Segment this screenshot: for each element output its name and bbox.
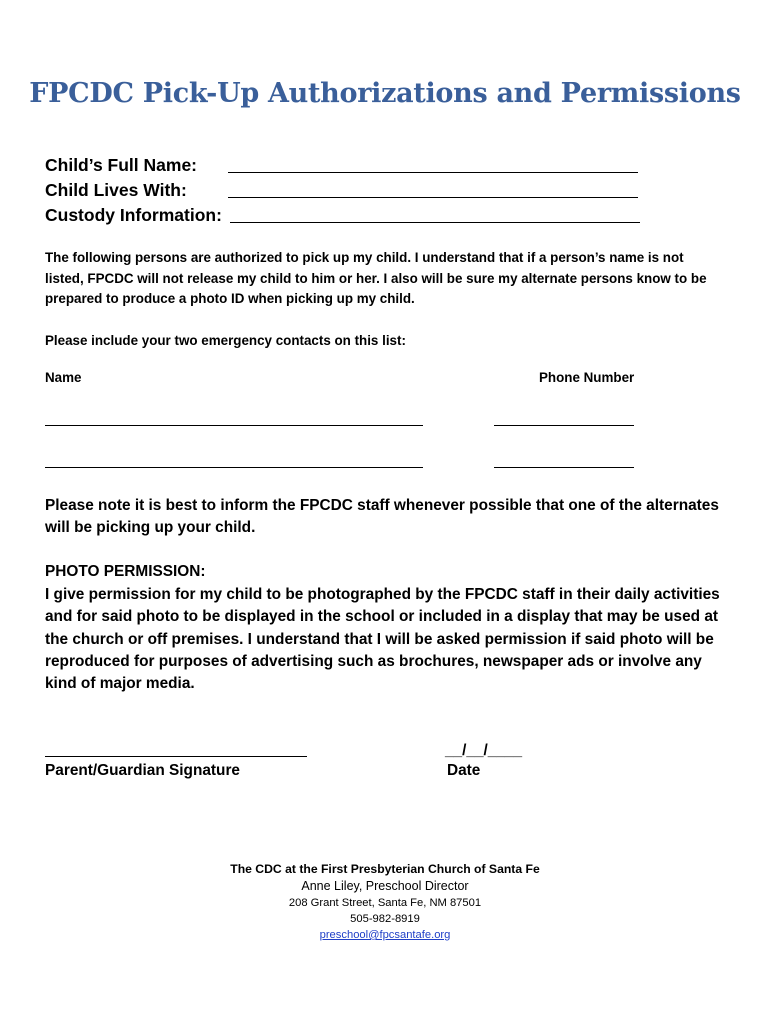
contact-1-name-line[interactable] (45, 425, 423, 426)
note-paragraph: Please note it is best to inform the FPCDC staff whenever possible that one of the alternates will be picking up your child. (45, 497, 719, 537)
footer-email-link[interactable]: preschool@fpcsantafe.org (319, 929, 451, 941)
lives-with-field[interactable] (45, 180, 187, 201)
custody-label: Custody Information: (45, 205, 222, 225)
signature-label: Parent/Guardian Signature (45, 762, 240, 779)
custody-field[interactable] (45, 205, 222, 226)
footer-phone: 505-982-8919 (350, 913, 420, 925)
custody-line[interactable] (230, 222, 640, 223)
contact-2-name-line[interactable] (45, 467, 423, 468)
footer-director: Anne Liley, Preschool Director (301, 879, 469, 893)
name-column-header: Name (45, 370, 82, 385)
page-title: FPCDC Pick-Up Authorizations and Permissions (29, 78, 741, 109)
signature-line[interactable] (45, 756, 307, 757)
authorization-paragraph: The following persons are authorized to pick up my child. I understand that if a person’s name is not listed, FPCDC will not release my child to him or her. I also will be sure my alternate persons know to be prepared to produce a photo ID when picking up my child. (45, 250, 707, 306)
photo-permission-paragraph: I give permission for my child to be photographed by the FPCDC staff in their daily activities and for said photo to be displayed in the school or included in a display that may be used at the church or off premises. I understand that I will be asked permission if said photo will be reproduced for purposes of advertising such as brochures, newspaper ads or involve any kind of major media. (45, 586, 720, 693)
phone-column-header: Phone Number (539, 370, 635, 385)
footer-org: The CDC at the First Presbyterian Church of Santa Fe (230, 862, 540, 876)
date-label: Date (447, 762, 481, 779)
contact-1-phone-line[interactable] (494, 425, 634, 426)
lives-with-line[interactable] (228, 197, 638, 198)
date-blanks[interactable]: __/__/____ (445, 742, 523, 759)
lives-with-label: Child Lives With: (45, 180, 187, 200)
child-name-line[interactable] (228, 172, 638, 173)
child-name-field[interactable] (45, 155, 197, 176)
photo-permission-heading: PHOTO PERMISSION: (45, 563, 206, 580)
footer-address: 208 Grant Street, Santa Fe, NM 87501 (288, 897, 482, 909)
child-name-label: Child’s Full Name: (45, 155, 198, 175)
contact-2-phone-line[interactable] (494, 467, 634, 468)
emergency-instruction: Please include your two emergency contacts on this list: (45, 333, 406, 348)
footer-email-wrap (0, 929, 770, 941)
